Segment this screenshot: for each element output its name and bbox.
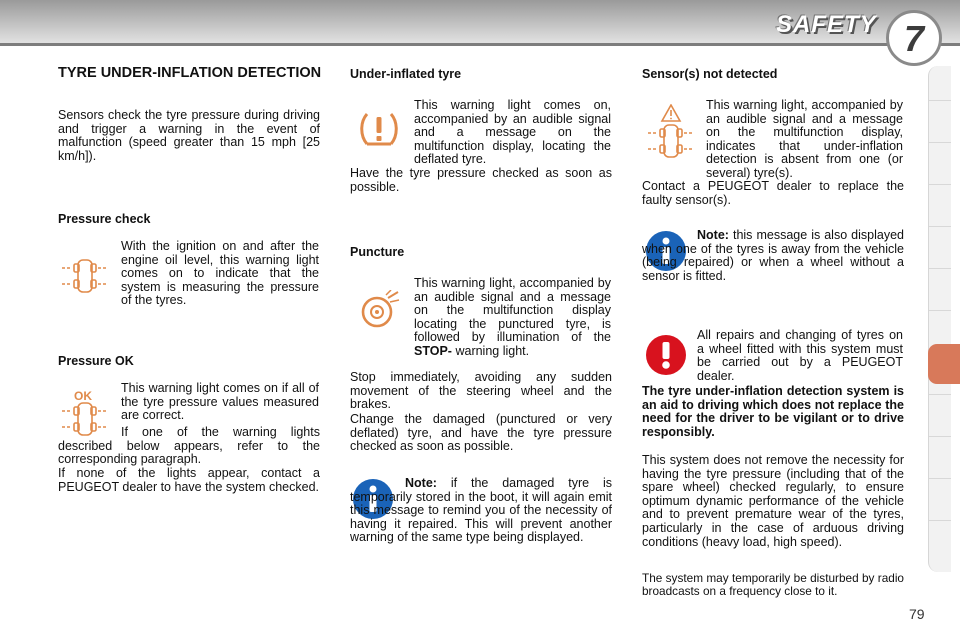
repairs-text: All repairs and changing of tyres on a wheel fitted with this system must be carried out by a PEUGEOT dealer. — [697, 328, 903, 383]
tab-divider — [929, 142, 951, 143]
note-label: Note: — [405, 476, 437, 490]
system-maintenance-text: This system does not remove the necessity for having the tyre pressure (including that of the spare wheel) checked regularly, to ensure optimum dynamic performance of the vehicle and to prevent premature wear of the tyres, particularly in the case of arduous driving conditions (heavy load, high speed). — [642, 453, 904, 549]
puncture-text-a: This warning light, accompanied by an audible signal and a message on the multifunction display locating the punctured tyre, is followed by illumination of the — [414, 276, 611, 345]
radio-disturbance-text: The system may temporarily be disturbed by radio broadcasts on a frequency close to it. — [642, 571, 904, 598]
tab-divider — [929, 394, 951, 395]
intro-text: Sensors check the tyre pressure during driving and trigger a warning in the event of malfunction (speed greater than 15 mph [25 km/h]). — [58, 108, 320, 163]
puncture-text — [414, 277, 611, 359]
pressure-ok-contact-text: If none of the lights appear, contact a PEUGEOT dealer to have the system checked. — [58, 466, 320, 494]
puncture-heading: Puncture — [350, 245, 405, 259]
tab-divider — [929, 310, 951, 311]
tab-divider — [929, 478, 951, 479]
tab-divider — [929, 436, 951, 437]
sensor-text: This warning light, accompanied by an audible signal and a message on the multifunction display, indicates that under-inflation detection is absent from one (or several) tyre(s). — [706, 98, 903, 180]
tab-divider — [929, 100, 951, 101]
active-chapter-tab[interactable] — [928, 344, 960, 384]
chapter-tabs[interactable] — [928, 66, 951, 572]
pressure-check-text: With the ignition on and after the engine oil level, this warning light comes on to indicate that the system is measuring the pressure of the tyres. — [121, 239, 319, 308]
tyre-pressure-check-icon — [60, 258, 110, 294]
underinflated-text: This warning light comes on, accompanied by an audible signal and a message on the multifunction display, locating the deflated tyre. — [414, 98, 611, 167]
sensor-contact-text: Contact a PEUGEOT dealer to replace the faulty sensor(s). — [642, 179, 904, 207]
pressure-check-heading: Pressure check — [58, 212, 151, 226]
chapter-number: 7 — [903, 18, 925, 59]
puncture-warning-icon — [358, 290, 400, 330]
driver-warning-text: The tyre under-inflation detection system is an aid to driving which does not replace the need for the driver to be vigilant or to drive responsibly. — [642, 384, 904, 439]
note-sensor-text — [642, 229, 904, 283]
page-title: TYRE UNDER-INFLATION DETECTION — [58, 65, 322, 81]
tab-divider — [929, 520, 951, 521]
note-label: Note: — [697, 228, 729, 242]
underinflation-warning-icon — [358, 108, 400, 150]
puncture-text-b: warning light. — [455, 343, 530, 358]
header-divider — [0, 43, 960, 46]
tab-divider — [929, 226, 951, 227]
underinflated-advice-text: Have the tyre pressure checked as soon as possible. — [350, 166, 612, 194]
note-sensor-body: this message is also displayed when one of the tyres is away from the vehicle (being repaired) or when a wheel without a sensor is fitted. — [642, 228, 904, 283]
note-puncture-body: if the damaged tyre is temporarily stored in the boot, it will again emit this message to remind you of the necessity of having it repaired. This will prevent another warning of the same type being displayed. — [350, 476, 612, 545]
pressure-ok-refer-text: If one of the warning lights described below appears, refer to the corresponding paragraph. — [58, 425, 320, 467]
stop-label: STOP- — [414, 343, 452, 358]
puncture-change-text: Change the damaged (punctured or very deflated) tyre, and have the tyre pressure checked as soon as possible. — [350, 412, 612, 454]
section-title: SAFETY — [776, 11, 877, 38]
note-puncture-text — [350, 477, 612, 545]
pressure-ok-text: This warning light comes on if all of the tyre pressure values measured are correct. — [121, 381, 319, 423]
sensor-not-detected-heading: Sensor(s) not detected — [642, 67, 778, 81]
sensor-warning-icon — [646, 104, 696, 162]
page-number: 79 — [909, 606, 925, 622]
alert-icon — [645, 334, 687, 376]
chapter-badge — [886, 10, 942, 66]
pressure-ok-heading: Pressure OK — [58, 354, 134, 368]
tab-divider — [929, 184, 951, 185]
puncture-stop-text: Stop immediately, avoiding any sudden movement of the steering wheel and the brakes. — [350, 370, 612, 412]
tab-divider — [929, 268, 951, 269]
underinflated-heading: Under-inflated tyre — [350, 67, 462, 81]
ok-icon-text: OK — [74, 389, 92, 403]
